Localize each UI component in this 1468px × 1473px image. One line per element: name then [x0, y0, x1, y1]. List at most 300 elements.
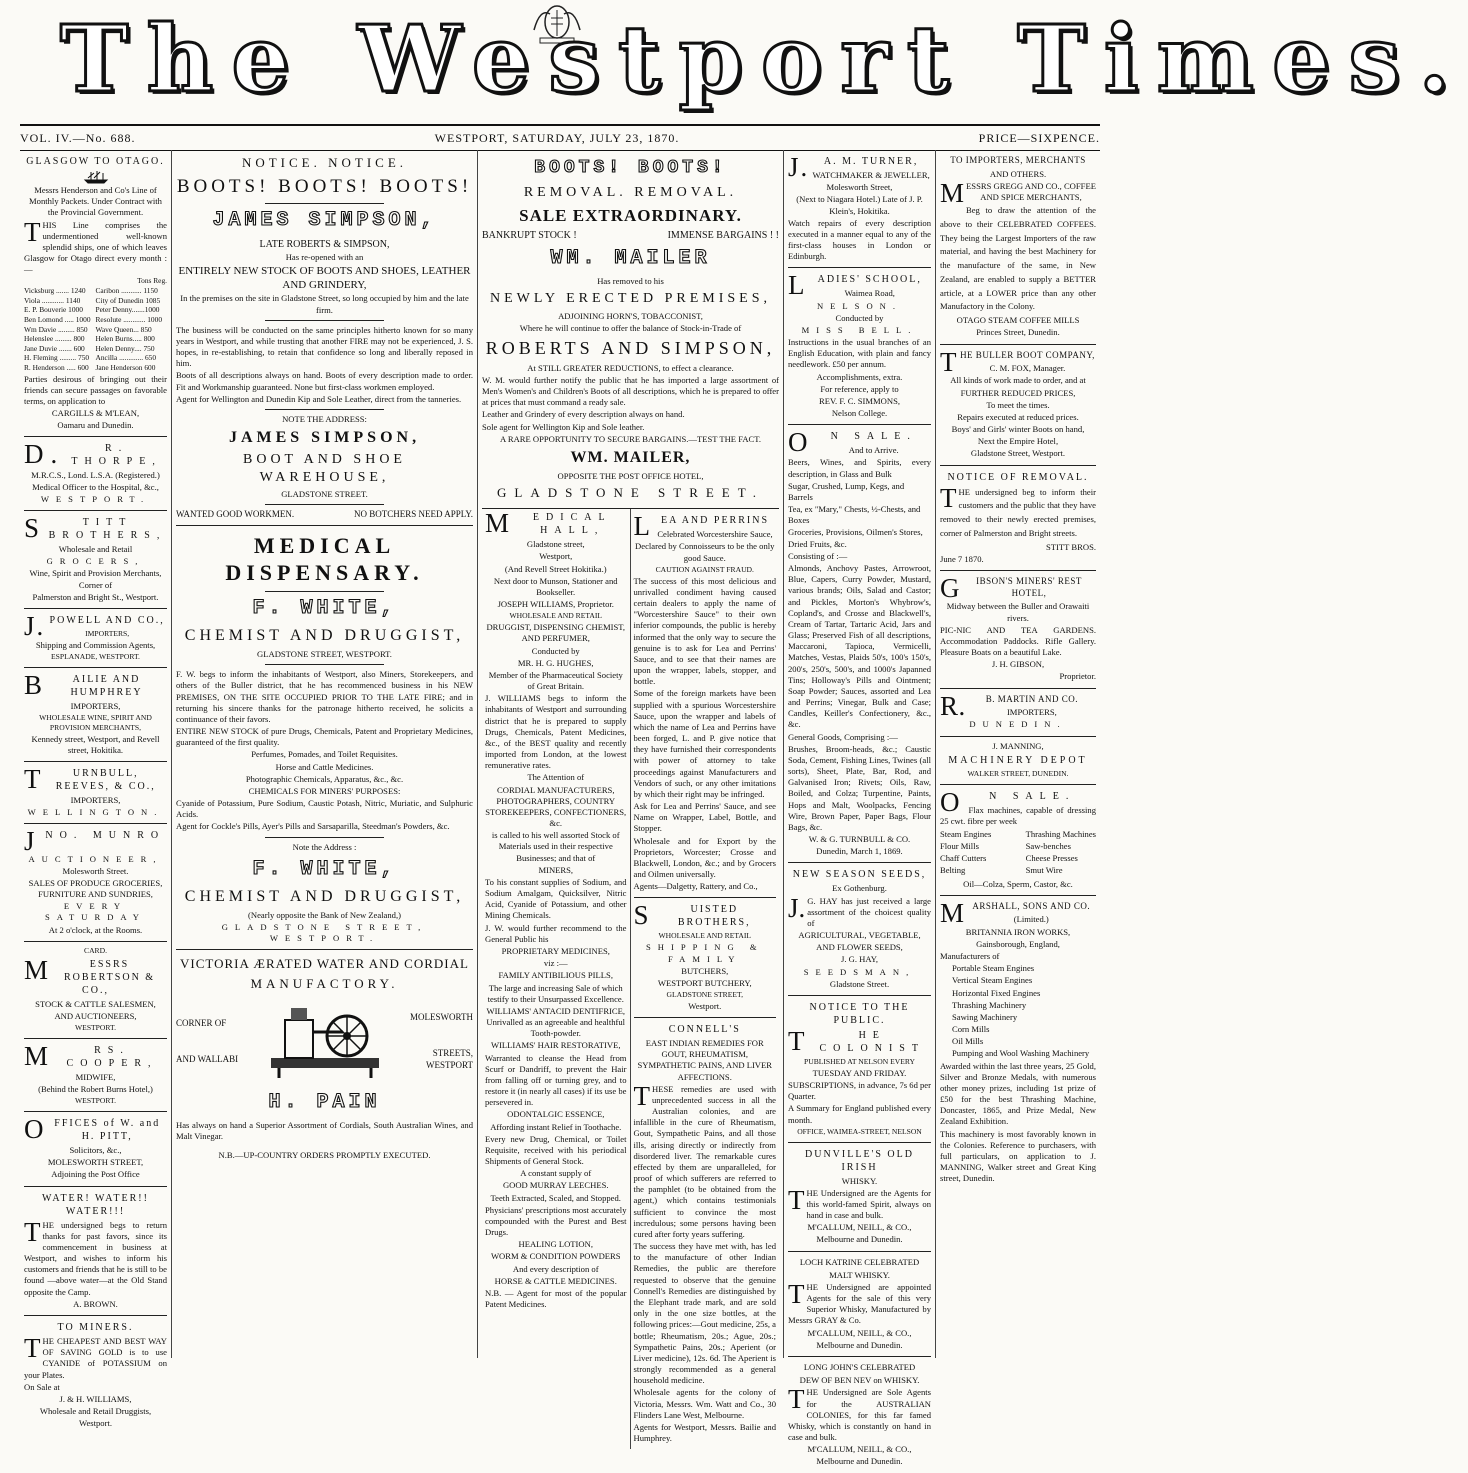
ad-text: Brushes, Broom-heads, &c.; Caustic Soda, Cement, Fishing Lines, Twines (all sorts), Sheet, Plate, Bar, Rod, and Galvanised Iron; Rivets; Oils, Raw, Boiled, and Colza; Turpentine, Paints, Hops and Malt, Woolpacks, Fencing Wire, Brown Paper, Paper Bags, Flour Bags, &c.: [788, 743, 931, 832]
ad-martin: [940, 689, 1096, 737]
ad-heading: LONG JOHN'S CELEBRATED: [803, 1361, 916, 1372]
ad-text: J. WILLIAMS begs to inform the inhabitants of Westport and surrounding district that he is prepared to supply Drugs, Chemicals, Patent Medicines, &c., of the BEST quality and recently imported from London, at the lowest remunerative rates.: [485, 693, 627, 771]
ad-text: Has always on hand a Superior Assortment of Cordials, South Australian Wines, and Malt Vinegar.: [176, 1119, 473, 1141]
ad-pitt: [24, 1112, 167, 1187]
ad-heading: NEWLY ERECTED PREMISES,: [489, 291, 772, 307]
ad-text: To his constant supplies of Sodium, and Sodium Amalgam, Quicksilver, Nitric Acid, Cyanide of Potassium, and other Mining Chemicals.: [485, 876, 627, 921]
ship-entry: Jane Henderson 600: [95, 363, 156, 372]
ad-marshall: [940, 896, 1096, 1190]
list-item: Horizontal Fixed Engines: [952, 987, 1041, 998]
ad-text: CARD.: [84, 945, 107, 955]
ad-text: WESTPORT.: [40, 493, 151, 504]
ad-text: Nelson College.: [831, 408, 888, 419]
ad-heading: ON SALE.: [940, 786, 1076, 817]
ad-text: Note the Address :: [292, 841, 357, 852]
ad-text: Gainsborough, England,: [976, 938, 1060, 949]
ship-entry: Ancilla ............. 650: [95, 353, 157, 363]
ship-entry: Caribon ........... 1150: [95, 286, 158, 295]
list-item: Cheese Presses: [1025, 853, 1078, 864]
ad-text: Westport,: [539, 551, 573, 562]
ad-heading: F. WHITE,: [252, 596, 397, 620]
ad-text: Wholesale and for Export by the Proprietors, Worcester; Crosse and Blackwell, London, &c.; and by Grocers and Oilmen universally.: [633, 835, 776, 880]
ad-text: Wine, Spirit and Provision Merchants, Corner of: [29, 568, 162, 590]
ad-text: Oamaru and Dunedin.: [57, 420, 134, 431]
ad-bailie: [24, 668, 167, 762]
ad-heading: JAMES SIMPSON,: [212, 208, 437, 232]
ad-text: THE undersigned beg to inform their customers and the public that they have removed to their newly erected premises, corner of Palmerston and Bright streets.: [940, 482, 1096, 538]
ad-text: For reference, apply to: [820, 383, 899, 394]
ad-text: General Goods, Comprising :—: [788, 731, 898, 742]
ad-stitt: [24, 511, 167, 609]
ad-text: Gladstone Street, Westport.: [970, 448, 1066, 459]
list-item: Vertical Steam Engines: [952, 975, 1033, 986]
ad-text: GOOD MURRAY LEECHES.: [502, 1180, 609, 1191]
ad-text: NO BOTCHERS NEED APPLY.: [354, 509, 473, 520]
ad-text: And every description of: [512, 1263, 599, 1274]
ad-text: WESTPORT BUTCHERY,: [657, 977, 752, 988]
ad-text: Agent for Cockle's Pills, Ayer's Pills and Sarsaparilla, Steedman's Powders, &c.: [176, 821, 450, 832]
ad-heading: SUISTED BROTHERS,: [633, 900, 751, 931]
ad-text: WESTPORT.: [75, 1023, 116, 1033]
ad-robertson: [24, 942, 167, 1039]
ad-text: Warranted to cleanse the Head from Scurf or Dandriff, to prevent the Hair from falling off or turning grey, and to restore it (in nearly all cases) if its use be persevered in.: [485, 1052, 627, 1108]
ad-text: AUCTIONEER,: [28, 853, 163, 864]
ad-text: NELSON.: [816, 300, 903, 311]
column-2: [172, 150, 478, 1358]
ship-entry: Peter Denny.......1000: [95, 305, 160, 315]
ad-text: Watch repairs of every description executed in a manner equal to any of the first-class houses in London or Edinburgh.: [788, 217, 931, 262]
ad-text: Shipping and Commission Agents,: [35, 639, 156, 650]
ad-text: THE CHEAPEST AND BEST WAY OF SAVING GOLD is to use CYANIDE of POTASSIUM on your Plates.: [24, 1332, 167, 1380]
ad-text: M'CALLUM, NEILL, & CO.,: [807, 1222, 912, 1233]
ad-james-simpson: [176, 150, 473, 526]
ad-text: Princes Street, Dunedin.: [976, 327, 1060, 338]
ad-colonist: [788, 996, 931, 1143]
ad-turner: [788, 150, 931, 268]
ad-text: Westport.: [688, 1000, 722, 1011]
ad-heading: WATER! WATER!! WATER!!!: [42, 1192, 149, 1217]
ad-heading: J.POWELL AND CO.,: [24, 610, 165, 641]
ad-heading: REMOVAL. REMOVAL.: [523, 185, 738, 201]
ad-text: To meet the times.: [986, 399, 1050, 410]
ad-text: Every new Drug, Chemical, or Toilet Requisite, received with his periodical Shipments of General Stock.: [485, 1133, 627, 1167]
ship-entry: Wave Queen... 850: [95, 324, 152, 334]
ad-text: Perfumes, Pomades, and Toilet Requisites.: [251, 749, 398, 760]
ad-text: CAUTION AGAINST FRAUD.: [655, 564, 754, 574]
ship-entry: City of Dunedin 1085: [95, 295, 161, 305]
ad-text: IMPORTERS,: [70, 794, 121, 805]
ad-text: W. M. would further notify the public that he has imported a large assortment of Men's Women's and Children's Boots of all descriptions, which he is prepared to offer at prices that must command a ready sale.: [482, 374, 779, 408]
ad-heading: F. WHITE,: [252, 857, 397, 881]
ad-text: (Next to Niagara Hotel.) Late of J. P. Klein's, Hokitika.: [796, 194, 923, 216]
ad-heading: CHEMIST AND DRUGGIST,: [184, 887, 465, 905]
ship-list-header: Tons Reg.: [137, 276, 167, 286]
ad-connell: [634, 1018, 777, 1449]
ad-text: Oil—Colza, Sperm, Castor, &c.: [963, 878, 1073, 889]
ad-text: Manufacturers of: [940, 951, 1000, 961]
ship-entry: Helen Burns..... 800: [95, 334, 155, 344]
ad-text: The business will be conducted on the same principles hitherto known for so many years in Westport, and while trusting that another FIRE may not be experienced, J. S. hopes, in re-establishing, to retain that confidence so long and liberally reposed in him.: [176, 324, 473, 369]
ad-heading: MEDICAL DISPENSARY.: [225, 532, 424, 586]
ad-heading: NOTICE TO THE PUBLIC.: [809, 1002, 910, 1026]
ad-heading: LADIES' SCHOOL,: [788, 270, 922, 301]
ad-heading: LEA AND PERRINS: [633, 511, 769, 542]
ad-text: IMMENSE BARGAINS ! !: [667, 230, 779, 242]
column-4: [784, 150, 936, 1467]
ad-thorpe: [24, 437, 167, 511]
ad-text: (Nearly opposite the Bank of New Zealand,): [248, 909, 401, 920]
ad-text: (Limited.): [1013, 914, 1049, 925]
publication-date: WESTPORT, SATURDAY, JULY 23, 1870.: [434, 130, 680, 145]
ad-heading: J.A. M. TURNER,: [788, 152, 919, 182]
ad-text: Conducted by: [531, 645, 580, 656]
ad-text: BANKRUPT STOCK !: [482, 230, 577, 242]
ad-text: Affording instant Relief in Toothache.: [490, 1121, 622, 1132]
steam-machine-icon: [265, 1002, 385, 1082]
ad-text: Proprietor.: [1059, 671, 1096, 682]
ad-text: Teeth Extracted, Scaled, and Stopped.: [490, 1192, 621, 1203]
ship-entry: Vicksburg ....... 1240: [24, 286, 86, 295]
ad-wm-mailer: [482, 150, 779, 509]
ad-text: Next the Empire Hotel,: [977, 436, 1059, 447]
ad-text: Has removed to his: [597, 276, 664, 287]
ad-heading: BOOTS! BOOTS! BOOTS!: [176, 175, 473, 197]
ad-ladies-school: [788, 268, 931, 425]
ad-text: Has re-opened with an: [285, 251, 364, 262]
ad-text: WORM & CONDITION POWDERS: [490, 1251, 621, 1262]
list-item: Thrashing Machines: [1025, 828, 1096, 839]
ad-text: WATCHMAKER & JEWELLER,: [812, 170, 930, 180]
masthead-title: The Westport Times.: [60, 5, 1468, 113]
ad-text: Accomplishments, extra.: [816, 371, 903, 382]
ad-cooper: [24, 1039, 167, 1112]
col3-split: [482, 509, 779, 1449]
ad-lea-perrins: [634, 509, 777, 898]
ad-text: HORSE & CATTLE MEDICINES.: [494, 1275, 617, 1286]
ad-text: Sugar, Crushed, Lump, Kegs, and Barrels: [788, 480, 905, 502]
ad-heading: D.R. THORPE,: [24, 439, 162, 470]
ad-text: WHISKY.: [841, 1175, 878, 1186]
ad-heading: ROBERTS AND SIMPSON,: [485, 338, 776, 359]
ad-gregg: [940, 150, 1096, 345]
ad-text: M'CALLUM, NEILL, & CO.,: [807, 1444, 912, 1455]
ship-icon: [83, 170, 109, 184]
ad-text: SALES OF PRODUCE GROCERIES, FURNITURE AND SUNDRIES,: [28, 877, 163, 900]
list-item: Oil Mills: [952, 1036, 984, 1047]
list-item: Belting: [940, 865, 966, 876]
ad-text: A. BROWN.: [73, 1298, 118, 1309]
list-item: Thrashing Machinery: [952, 999, 1027, 1010]
ad-text: SHIPPING & FAMILY: [645, 942, 764, 964]
ad-text: Waimea Road,: [844, 288, 895, 299]
ad-text: WELLINGTON.: [27, 807, 164, 818]
list-item: Steam Engines: [940, 828, 992, 839]
ad-text: MESSRS GREGG AND CO., COFFEE AND SPICE MERCHANTS,: [940, 177, 1096, 208]
ad-text: (And Revell Street Hokitika.): [504, 563, 607, 574]
ad-text: WHOLESALE WINE, SPIRIT AND PROVISION MERCHANTS,: [39, 712, 152, 732]
ad-text: Agent for Wellington and Dunedin Kip and Sole Leather, direct from the tanneries.: [176, 393, 462, 404]
ad-heading: VICTORIA ÆRATED WATER AND CORDIAL: [180, 956, 469, 972]
ad-heading: GLASGOW TO OTAGO.: [26, 156, 165, 167]
ad-text: THE Undersigned are appointed Agents for the sale of this very Superior Whisky, Manufactured by Messrs GRAY & Co.: [788, 1278, 931, 1326]
ad-text: Groceries, Provisions, Oilmen's Stores, Dried Fruits, &c.: [788, 527, 923, 549]
ad-text: Where he will continue to offer the balance of Stock-in-Trade of: [519, 322, 742, 333]
ad-text: Melbourne and Dunedin.: [816, 1234, 903, 1245]
ad-text: FURTHER REDUCED PRICES,: [960, 387, 1076, 398]
ad-text: GLADSTONE STREET,: [666, 990, 743, 1000]
ship-entry: Wm Davie ......... 850: [24, 324, 88, 334]
ad-text: EAST INDIAN REMEDIES FOR GOUT, RHEUMATISM, SYMPATHETIC PAINS, AND LIVER AFFECTIONS.: [637, 1038, 772, 1082]
ad-text: Ex Gothenburg.: [832, 883, 887, 894]
ad-text: Almonds, Anchovy Pastes, Arrowroot, Blue, Capers, Curry Powder, Mustard, various brands; Oils, Salad and Castor; and Pickles, Morton's Whybrow's, Copland's, and Crosse and Blackwell's, Cream of Tartar, Tartaric Acid, Jars and Glass; Preserved Fish of all descriptions, Maccaroni, Tapioca, Vermicelli, Matches, Vestas, Plaids 50's, 100's 150's, 200's, 250's, 500's, and 1000's Japanned Tins; Holloway's Pills and Ointment; Soap Powder; Sauces, assorted and Lea and Perrins; Vinegar, Bulk and Case; Candles, Keiller's Confectionery, &c., &c.: [788, 562, 931, 730]
ad-text: Wholesale and Retail Druggists,: [39, 1406, 152, 1417]
ad-text: DRUGGIST, DISPENSING CHEMIST, AND PERFUMER,: [486, 622, 626, 644]
ad-text: GROCERS,: [46, 556, 145, 567]
volume-number: VOL. IV.—No. 688.: [20, 130, 136, 145]
ad-text: The large and increasing Sale of which testify to their Unsurpassed Excellence.: [487, 982, 624, 1004]
list-item: Sawing Machinery: [952, 1011, 1018, 1022]
ad-victoria-aerated: [176, 950, 473, 1166]
ad-heading: BAILIE AND HUMPHREY: [24, 669, 143, 700]
ad-heading: BOOT AND SHOE WAREHOUSE,: [243, 452, 406, 485]
ad-text: Molesworth Street.: [62, 865, 129, 876]
ad-text: The success of this most delicious and unrivalled condiment having caused certain dealers to apply the name of "Worcestershire Sauce" to their own inferior compounds, the public is hereby informed that the only way to secure the genuine is to ask for Lea and Perrins' Sauce, and to see that their names are upon the wrapper, labels, stopper, and bottle.: [633, 575, 776, 687]
ad-text: is called to his well assorted Stock of Materials used in their respective Businesses; and that of: [491, 830, 620, 863]
ad-text: Midway between the Buller and Orawaiti rivers.: [946, 601, 1090, 623]
ad-text: J. & H. WILLIAMS,: [59, 1393, 132, 1404]
ad-text: GLADSTONE STREET.: [281, 489, 368, 500]
ad-text: THESE remedies are used with unprecedented success in all the Australian colonies, and are infallible in the cure of Rheumatism, Gout, Sympathetic Pains, and all those ills, arising directly or indirectly from disordered liver. The remarkable cures effected by them are unparalleled, for proof of which sufferers are referred to the pamphlet (to be obtained from the agent,) which contains testimonials sufficient to convince the most incredulous; some persons having been cured after forty years suffering.: [633, 1080, 776, 1239]
ad-text: BUTCHERS,: [681, 965, 729, 976]
ad-text: AND AUCTIONEERS,: [54, 1010, 137, 1021]
ad-text: Awarded within the last three years, 25 Gold, Silver and Bronze Medals, with numerous other money prizes, including 1st prize of £50 for the best Thrashing Machine, Doncaster, 1865, and Prize Medal, New Zealand Exhibition.: [940, 1060, 1096, 1127]
ship-list: [24, 276, 167, 372]
list-item: Chaff Cutters: [940, 853, 987, 864]
column-1: [20, 150, 172, 1429]
ad-water: [24, 1187, 167, 1316]
ad-text: J. MANNING,: [992, 740, 1044, 751]
ad-text: ENTIRELY NEW STOCK OF BOOTS AND SHOES, LEATHER AND GRINDERY,: [178, 264, 471, 292]
col3-right: [631, 509, 780, 1449]
ad-text: Flax machines, capable of dressing 25 cwt. fibre per week: [940, 804, 1096, 826]
ad-text: STOCK & CATTLE SALESMEN,: [35, 998, 156, 1009]
ad-text: OFFICE, WAIMEA-STREET, NELSON: [797, 1126, 922, 1136]
column-5: [936, 150, 1100, 1358]
ad-text: LATE ROBERTS & SIMPSON,: [259, 238, 390, 250]
ad-text: MINERS,: [538, 864, 574, 875]
ad-text: Beg to draw the attention of the above to their CELEBRATED COFFEES. They being the Largest Importers of the raw material, and having the best Machinery for the manufacture of the same, in New Zealand, are enabled to supply a BETTER article, at a LOWER price than any other Manufactory in the Colony.: [940, 205, 1096, 312]
ad-text: THE undersigned begs to return thanks for past favors, since its commencement in business at Westport, and wishes to inform his customers and friends that he is still to be found —above water—at the Old Stand opposite the Camp.: [24, 1216, 167, 1297]
ad-heading: MEDICAL HALL,: [485, 508, 612, 539]
list-item: Corn Mills: [952, 1024, 990, 1035]
ad-text: J. H. GIBSON,: [991, 659, 1045, 670]
ad-heading: H. PAIN: [268, 1090, 381, 1114]
ad-text: Melbourne and Dunedin.: [816, 1339, 903, 1350]
ad-text: IMPORTERS,: [70, 700, 121, 711]
ad-text: Sole agent for Wellington Kip and Sole leather.: [482, 421, 645, 432]
list-item: Saw-benches: [1025, 841, 1071, 852]
ad-miners: [24, 1316, 167, 1434]
ad-text: WHOLESALE AND RETAIL: [509, 611, 603, 621]
ad-text: NOTE THE ADDRESS:: [282, 413, 367, 424]
ad-heading: GLADSTONE STREET.: [497, 485, 764, 501]
ad-heading: MRS. COOPER,: [24, 1040, 158, 1071]
ad-text: AND FLOWER SEEDS,: [816, 942, 903, 953]
ad-heading: MANUFACTORY.: [250, 975, 399, 991]
ad-text: Gladstone Street.: [829, 978, 890, 989]
ad-text: FAMILY ANTIBILIOUS PILLS,: [498, 970, 613, 981]
ad-text: Melbourne and Dunedin.: [816, 1456, 903, 1467]
ad-text: Physicians' prescriptions most accurately compounded with the Purest and Best Drugs.: [485, 1204, 627, 1238]
ad-text: THE Undersigned are Sole Agents for the AUSTRALIAN COLONIES, for this far famed Whisky, which is constantly on hand in case and bulk.: [788, 1384, 931, 1443]
ship-entry: Jane Duvie ....... 600: [24, 343, 85, 353]
ad-heading: R.B. MARTIN AND CO.: [940, 690, 1078, 721]
ad-text: This machinery is most favorably known in the Colonies. Reference to purchasers, with full particulars, on application to J. MANNING, Walker street and Great King street, Dunedin.: [940, 1128, 1096, 1184]
ad-text: Palmerston and Bright St., Westport.: [32, 591, 159, 602]
ad-text: CARGILLS & M'LEAN,: [51, 408, 140, 419]
ad-heading: CHEMIST AND DRUGGIST,: [184, 626, 465, 644]
ad-text: AND OTHERS.: [989, 168, 1047, 179]
list-item: Pumping and Wool Washing Machinery: [952, 1048, 1090, 1059]
ad-new-season-seeds: [788, 863, 931, 996]
ad-text: Declared by Connoisseurs to be the only good Sauce.: [635, 541, 775, 563]
ad-heading: TO MINERS.: [57, 1321, 134, 1333]
ad-text: All kinds of work made to order, and at: [950, 375, 1086, 386]
ad-heading: TURNBULL, REEVES, & CO.,: [24, 763, 156, 794]
ad-suisted: [634, 898, 777, 1018]
ad-text: And to Arrive.: [848, 445, 899, 456]
ad-buller-boot: [940, 345, 1096, 466]
ad-text: Next door to Munson, Stationer and Bookseller.: [493, 575, 618, 597]
ad-text: PIC-NIC AND TEA GARDENS. Accommodation Paddocks. Rifle Gallery. Pleasure Boats on a beautiful Lake.: [940, 624, 1096, 658]
ad-text: PUBLISHED AT NELSON EVERY: [803, 1057, 916, 1066]
ad-text: STREETS, WESTPORT: [426, 1047, 473, 1070]
ad-text: IMPORTERS,: [1006, 707, 1057, 718]
ad-text: MR. H. G. HUGHES,: [517, 657, 594, 668]
ad-text: Consisting of :—: [788, 550, 848, 561]
ad-text: Molesworth Street,: [826, 182, 893, 193]
ad-text: N.B. — Agent for most of the popular Patent Medicines.: [485, 1287, 627, 1310]
ad-text: Leather and Grindery of every description always on hand.: [482, 409, 685, 420]
ad-text: ENTIRE NEW STOCK of pure Drugs, Chemicals, Patent and Proprietary Medicines, guaranteed of the first quality.: [176, 726, 473, 748]
ad-text: J.G. HAY has just received a large assortment of the choicest quality of: [788, 892, 931, 928]
ad-text: Celebrated Worcestershire Sauce,: [657, 529, 773, 540]
ad-heading: JNO. MUNRO: [24, 826, 166, 857]
ship-entry: H. Fleming ......... 750: [24, 353, 90, 363]
ad-heading: STITT BROTHERS,: [24, 513, 167, 543]
ad-heading: NOTICE OF REMOVAL.: [947, 471, 1089, 483]
ad-text: N.B.—UP-COUNTRY ORDERS PROMPTLY EXECUTED.: [218, 1150, 431, 1161]
ad-text: Parties desirous of bringing out their friends can secure passages on favorable terms, on application to: [24, 373, 167, 406]
ad-heading: NOTICE. NOTICE.: [241, 155, 408, 170]
ad-heading: THE BULLER BOOT COMPANY,: [940, 346, 1095, 377]
ship-entry: R. Henderson ..... 600: [24, 363, 89, 372]
ad-text: ESPLANADE, WESTPORT.: [51, 651, 140, 661]
ad-text: SUBSCRIPTIONS, in advance, 7s 6d per Quarter.: [788, 1080, 931, 1102]
ad-text: ADJOINING HORN'S, TOBACCONIST,: [558, 310, 703, 321]
dateline-bar: [20, 124, 1100, 151]
ad-text: BRITANNIA IRON WORKS,: [965, 926, 1071, 937]
ship-entry: Viola ............ 1140: [24, 295, 81, 305]
ad-heading: NEW SEASON SEEDS,: [792, 869, 927, 881]
ad-text: ODONTALGIC ESSENCE,: [507, 1109, 605, 1120]
ad-heading: MARSHALL, SONS AND CO.: [940, 897, 1091, 928]
ad-heading: MACHINERY DEPOT: [948, 754, 1088, 766]
ad-text: Instructions in the usual branches of an English Education, with plain and fancy needlework. £50 per annum.: [788, 337, 931, 370]
ad-medical-hall: [482, 509, 631, 1449]
ship-entry: Helenslee ......... 800: [24, 334, 85, 344]
ad-text: Wholesale and Retail: [58, 544, 133, 554]
ad-text: Messrs Henderson and Co's Line of Monthly Packets. Under Contract with the Provincial Government.: [29, 185, 162, 218]
ad-text: The Attention of: [527, 772, 585, 783]
ad-text: The success they have met with, has led to the manufacture of other Indian Remedies, the public are therefore requested to observe that the genuine Connell's Remedies are distinguished by the Elephant trade mark, and are sold only in the one size bottles, at the following prices:—Gout medicine, 25s, a bottle; Rheumatism, 20s.; Ague, 20s.; Sympathetic Pains, 20s.; Aperient (or Liver medicine), 12s. 6d. The Aperient is strongly recommended as a general household medicine.: [633, 1241, 776, 1386]
ad-dunville: [788, 1143, 931, 1252]
ad-text: Solicitors, &c.,: [69, 1145, 122, 1156]
ad-text: MALT WHISKY.: [829, 1269, 890, 1280]
ad-text: WILLIAMS' HAIR RESTORATIVE,: [490, 1040, 621, 1051]
ad-text: SEEDSMAN,: [803, 966, 916, 977]
ad-text: GLADSTONE STREET, WESTPORT.: [257, 648, 392, 659]
ad-text: AGRICULTURAL, VEGETABLE,: [798, 930, 921, 941]
ad-powell: [24, 609, 167, 668]
ad-text: On Sale at: [24, 1381, 60, 1392]
machinery-list: [940, 828, 1096, 878]
ad-text: At STILL GREATER REDUCTIONS, to effect a clearance.: [527, 362, 734, 373]
ad-text: Adjoining the Post Office: [51, 1169, 140, 1180]
ad-text: CORDIAL MANUFACTURERS, PHOTOGRAPHERS, COUNTRY STOREKEEPERS, CONFECTIONERS, &c.: [485, 784, 627, 829]
ad-heading: CONNELL'S: [668, 1024, 741, 1036]
ad-text: IMPORTERS,: [85, 628, 130, 638]
ad-text: Some of the foreign markets have been supplied with a spurious Worcestershire Sauce, upon the wrapper and labels of which the name of Lea and Perrins have been forged, L. and P. give notice that they have furnished their correspondents with power of attorney to take proceedings against Manufacturers and Vendors of such, or any other imitations by which their right may be infringed.: [633, 688, 776, 799]
ad-text: (Behind the Robert Burns Hotel,): [38, 1084, 153, 1095]
ad-text: Kennedy street, Westport, and Revell street, Hokitika.: [31, 733, 160, 755]
ad-text: Photographic Chemicals, Apparatus, &c., &c.: [245, 773, 404, 784]
ad-text: A RARE OPPORTUNITY TO SECURE BARGAINS.—TEST THE FACT.: [499, 433, 762, 444]
ad-text: WHOLESALE AND RETAIL: [658, 931, 752, 941]
ship-entry: Ben Lomond ..... 1000: [24, 314, 91, 324]
ad-text: A constant supply of: [520, 1168, 592, 1179]
ad-text: W. & G. TURNBULL & CO.: [808, 834, 911, 845]
ad-text: M.R.C.S., Lond. L.S.A. (Registered.) Medical Officer to the Hospital, &c.,: [31, 470, 160, 492]
ad-heading: GIBSON'S MINERS' REST HOTEL,: [940, 572, 1082, 603]
ad-heading: TO IMPORTERS, MERCHANTS: [950, 155, 1086, 165]
ad-text: J. G. HAY,: [840, 954, 878, 965]
ad-text: HEALING LOTION,: [518, 1239, 593, 1250]
ad-manning: [940, 737, 1096, 785]
ad-text: CHEMICALS FOR MINERS' PURPOSES:: [248, 785, 401, 796]
ad-text: WESTPORT.: [75, 1096, 116, 1106]
ad-text: OPPOSITE THE POST OFFICE HOTEL,: [557, 470, 704, 481]
ad-text: At 2 o'clock, at the Rooms.: [48, 924, 143, 935]
ad-heading: WM. MAILER: [550, 247, 711, 271]
ad-text: J. W. would further recommend to the General Public his: [485, 922, 627, 944]
ad-text: Member of the Pharmaceutical Society of Great Britain.: [488, 669, 623, 692]
ad-loch-katrine: [788, 1252, 931, 1357]
ad-text: Dunedin, March 1, 1869.: [816, 846, 903, 857]
ad-text: C. M. FOX, Manager.: [989, 363, 1066, 374]
ad-text: EVERY SATURDAY: [44, 901, 147, 923]
ad-text: Cyanide of Potassium, Pure Sodium, Caustic Potash, Nitric, Muriatic, and Sulphuric Acids.: [176, 798, 473, 820]
ad-heading: OFFICES of W. and H. PITT,: [24, 1114, 161, 1145]
ad-heading: JAMES SIMPSON,: [228, 429, 421, 447]
ad-text: Westport.: [79, 1418, 112, 1429]
ad-text: WALKER STREET, DUNEDIN.: [967, 768, 1069, 778]
ad-text: Wholesale agents for the colony of Victoria, Messrs. Wm. Watt and Co., 30 Flinders Lane West, Melbourne.: [633, 1387, 776, 1420]
ad-heading: BOOTS! BOOTS!: [534, 158, 727, 178]
ad-text: Agents—Dalgetty, Rattery, and Co.,: [633, 881, 758, 892]
ad-text: Boys' and Girls' winter Boots on hand,: [951, 424, 1085, 435]
ad-heading: MESSRS ROBERTSON & CO.,: [24, 954, 156, 996]
